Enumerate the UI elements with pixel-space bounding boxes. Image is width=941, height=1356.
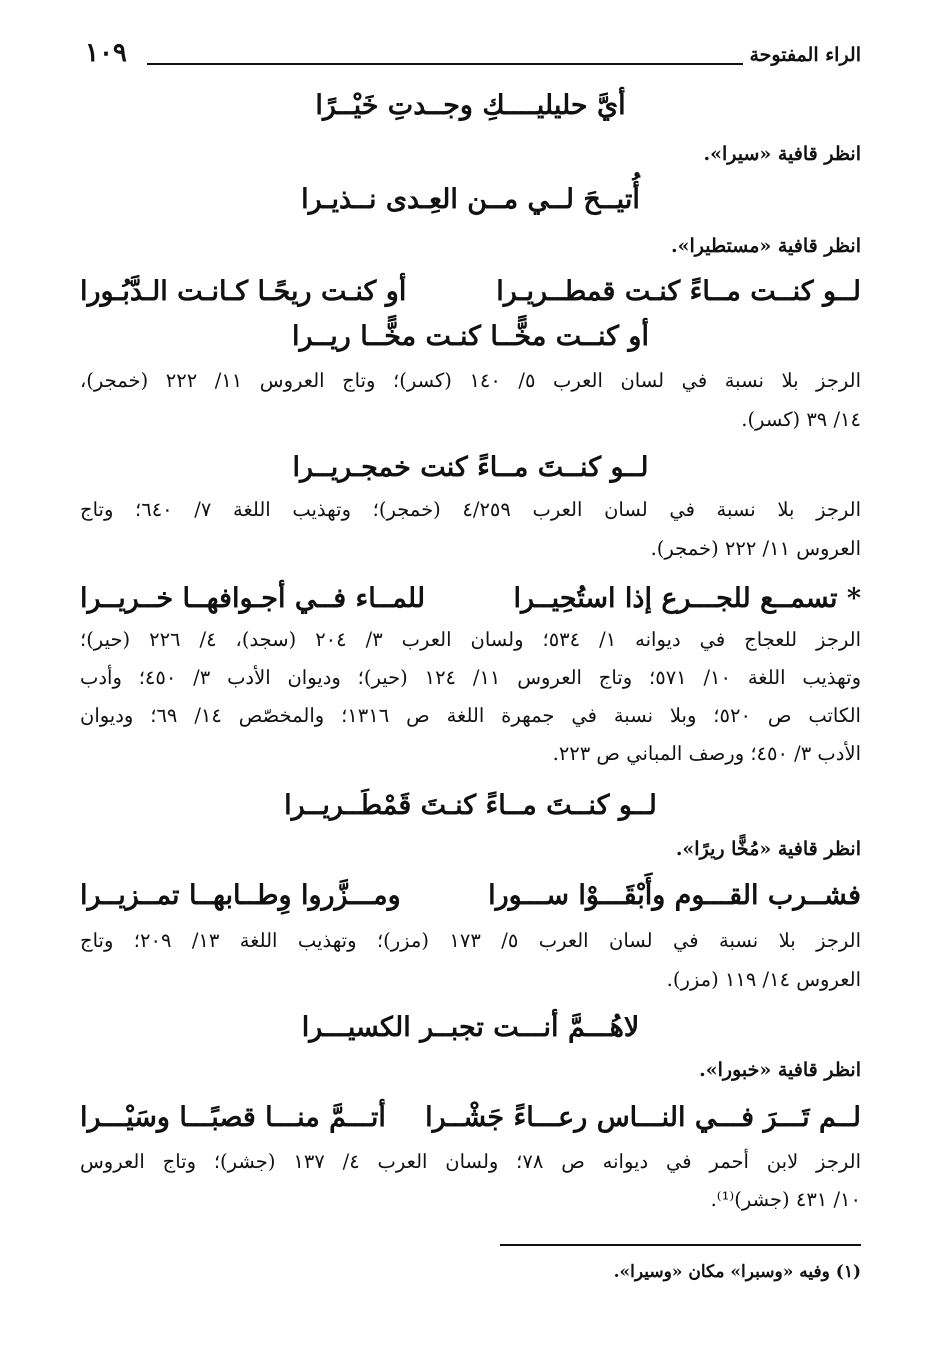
cross-reference: انظر قافية «مُخًّا ريرًا». xyxy=(675,838,861,860)
running-title: الراء المفتوحة xyxy=(749,44,861,66)
verse-hemistich-left: للمــاء فــي أجـوافهــا خــريــرا xyxy=(80,583,426,614)
source-note-line: الأدب ٣/ ٤٥٠؛ ورصف المباني ص ٢٢٣. xyxy=(552,742,861,765)
source-note-line: الرجز للعجاج في ديوانه ١/ ٥٣٤؛ ولسان العرب ٣/ ٢٠٤ (سجد)، ٤/ ٢٢٦ (حير)؛ xyxy=(80,628,861,651)
verse-line: لاهُـــمَّ أنـــت تجبــر الكسيـــرا xyxy=(301,1012,640,1043)
source-note-line: العروس ١٤/ ١١٩ (مزر). xyxy=(666,968,861,991)
verse-line: لــو كنــتَ مــاءً كنت خمجـريــرا xyxy=(292,452,649,483)
verse-hemistich-left: أتـــمَّ منـــا قصبًـــا وسَيْـــرا xyxy=(80,1102,386,1133)
header-rule xyxy=(147,63,743,65)
verse-line: أُتيــحَ لــي مــن العِـدى نــذيـرا xyxy=(301,184,640,215)
source-note-line: ١٠/ ٤٣١ (جشر)⁽¹⁾. xyxy=(710,1188,861,1211)
source-note-line: الكاتب ص ٥٢٠؛ وبلا نسبة في جمهرة اللغة ص ١٣١٦؛ والمخصّص ١٤/ ٦٩؛ وديوان xyxy=(80,704,861,727)
source-note-line: العروس ١١/ ٢٢٢ (خمجر). xyxy=(650,537,861,560)
source-note-line: وتهذيب اللغة ١٠/ ٥٧١؛ وتاج العروس ١١/ ١٢٤ (حير)؛ وديوان الأدب ٣/ ٤٥٠؛ وأدب xyxy=(80,666,861,689)
source-note-line: الرجز بلا نسبة في لسان العرب ٥/ ١٤٠ (كسر)؛ وتاج العروس ١١/ ٢٢٢ (خمجر)، xyxy=(80,369,861,392)
cross-reference: انظر قافية «سيرا». xyxy=(703,143,861,165)
footnote-rule xyxy=(500,1244,861,1246)
cross-reference: انظر قافية «مستطيرا». xyxy=(670,235,861,257)
source-note-line: الرجز لابن أحمر في ديوانه ص ٧٨؛ ولسان العرب ٤/ ١٣٧ (جشر)؛ وتاج العروس xyxy=(80,1150,861,1173)
verse-hemistich-right: * تسمــع للجـــرع إذا استُحِيــرا xyxy=(513,583,861,614)
verse-line: أيَّ حليليــــكِ وجــدتِ خَيْــرًا xyxy=(315,90,626,121)
verse-line: أو كنــت مخًّــا كنـت مخًّــا ريــرا xyxy=(292,321,649,352)
verse-hemistich-left: أو كنـت ريحًـا كـانـت الـدَّبُـورا xyxy=(80,276,407,307)
footnote: (١) وفيه «وسبرا» مكان «وسيرا». xyxy=(613,1262,861,1282)
cross-reference: انظر قافية «خبورا». xyxy=(699,1059,861,1081)
verse-hemistich-left: ومـــزَّروا وِطــابهــا تمــزيــرا xyxy=(80,880,401,911)
running-header xyxy=(85,38,861,74)
source-note-line: ١٤/ ٣٩ (كسر). xyxy=(741,408,861,431)
verse-hemistich-right: لــم تَـــرَ فـــي النـــاس رعـــاءً جَشْــرا xyxy=(425,1102,861,1133)
verse-hemistich-right: فشــرب القـــوم وأَبْقَـــوْا ســـورا xyxy=(488,880,861,911)
source-note-line: الرجز بلا نسبة في لسان العرب ٥/ ١٧٣ (مزر)؛ وتهذيب اللغة ١٣/ ٢٠٩؛ وتاج xyxy=(80,929,861,952)
source-note-line: الرجز بلا نسبة في لسان العرب ٤/٢٥٩ (خمجر)؛ وتهذيب اللغة ٧/ ٦٤٠؛ وتاج xyxy=(80,498,862,521)
page-number: ١٠٩ xyxy=(85,38,127,68)
verse-hemistich-right: لــو كنــت مــاءً كنـت قمطــريـرا xyxy=(496,276,861,307)
verse-line: لــو كنــتَ مــاءً كنـتَ قَمْطَــريــرا xyxy=(284,790,657,821)
